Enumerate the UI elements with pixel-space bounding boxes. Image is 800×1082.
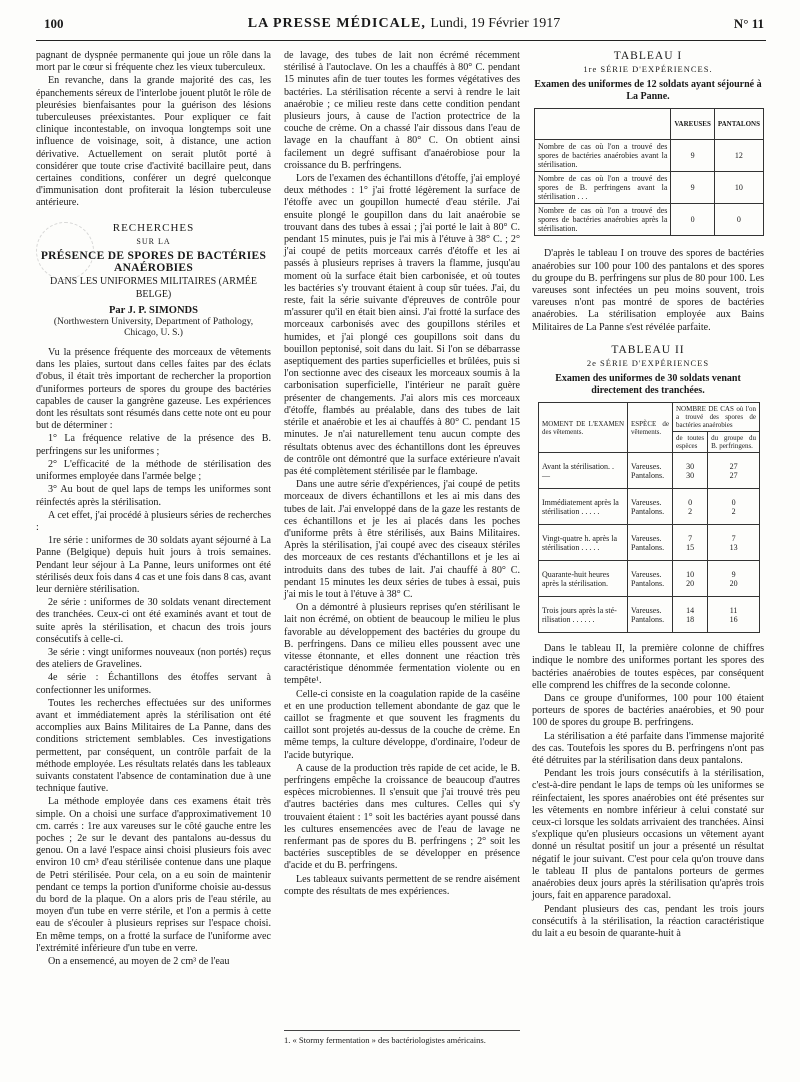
paragraph: de lavage, des tubes de lait non écrémé récemment stérilisé à l'autoclave. On les a chauffés à 80° C. pendant 15 minutes afin de tuer toutes les formes végétatives des bactéries. La stérilisation récente a servi à rendre le lait anaérobie ; ce milieu reste dans cette condition pendant plusieurs jours, à cause de l'action protectrice de la couche de crème. On a chassé l'air dissous dans l'eau de lavage en la chauffant à 80° C. On obtient ainsi facilement un degré suffisant d'anaérobiose pour la croissance du B. perfringens. xyxy=(284,50,520,171)
table-row xyxy=(539,597,760,633)
row-label: Nombre de cas où l'on a trouvé des spores de bactéries anaérobies avant la stérilisation. xyxy=(535,140,671,172)
paragraph: 1° La fréquence relative de la présence des B. perfringens sur les uniformes ; xyxy=(36,433,271,457)
article-title: PRÉSENCE DE SPORES DE BACTÉRIES ANAÉROBIES xyxy=(40,250,267,275)
cell-moment: Vingt-quatre h. après la stérilisation . . . . . xyxy=(539,525,628,561)
cell-pantalons: 12 xyxy=(714,140,763,172)
author-affiliation: (Northwestern University, Department of Pathology, Chicago, U. S.) xyxy=(53,317,254,339)
cell-toutes: 30 30 xyxy=(673,453,708,489)
column-2 xyxy=(284,50,520,898)
journal-name: LA PRESSE MÉDICALE, xyxy=(247,16,426,31)
cell-espece: Vareuses. Pantalons. xyxy=(628,597,673,633)
paragraph: Dans ce groupe d'uniformes, 100 pour 100 étaient porteurs de spores de bactéries anaérobies, et 90 pour 100 de spores du groupe B. perfringens. xyxy=(532,693,764,729)
article-heading xyxy=(36,222,271,339)
cell-vareuses: 9 xyxy=(671,140,714,172)
paragraph: Pendant plusieurs des cas, pendant les trois jours consécutifs à la stérilisation, la réaction caractéristique du lait a eu besoin de quarante-huit à xyxy=(532,903,764,939)
table-header-blank xyxy=(535,109,671,140)
paragraph: On a ensemencé, au moyen de 2 cm³ de l'eau xyxy=(48,956,230,968)
cell-toutes: 14 18 xyxy=(673,597,708,633)
table-2-caption: Examen des uniformes de 30 soldats venant directement des tranchées. xyxy=(555,373,741,396)
paragraph: 2° L'efficacité de la méthode de stérilisation des uniformes employée dans l'armée belge ; xyxy=(36,458,271,483)
cell-groupe: 27 27 xyxy=(708,453,760,489)
paragraph: Lors de l'examen des échantillons d'étoffe, j'ai employé deux méthodes : 1° j'ai frotté légèrement la surface de l'étoffe avec un goupillon humecté d'eau stérile. J'ai ensuite plongé le goupillon dans du lait anaérobie se trouvant dans des tubes à essai ; j'ai porté le lait à 80° C. pendant 15 minutes, puis je l'ai mis à l'étuve à 38° C. ; 2° j'ai coupé de petits morceaux carrés d'étoffe et les ai passés à plusieurs reprises à travers la flamme, jusqu'au moment où la surface était bien carbonisée, et où toutes les bactéries s'y trouvant étaient à coup sûr tuées. J'ai, du reste, fait la série suivante d'épreuves de contrôle pour m'assurer qu'il en était bien ainsi. J'ai frotté la surface des morceaux carbonisés avec des goupillons stériles et humides, et j'ai plongé ces goupillons soit dans du bouillon peptonisé, soit dans du lait. Si l'on se débarrasse aseptiquement des parties superficielles et brûlées, puis si l'on sectionne avec des ciseaux les morceaux soumis à la carbonisation superficielle, l'intérieur ne paraît guère présenter de changements. J'ai alors mis ces morceaux d'étoffe, flambés au préalable, dans des tubes de lait stérile et anaérobie et les ai chauffés à 80° C. pendant 15 minutes. Je n'ai naturellement tenu aucun compte des résultats obtenus avec des échantillons dont les épreuves de contrôle ont démontré que la surface extérieure n'avait pas été complètement stérilisée par le flambage. xyxy=(284,173,520,477)
article-author: Par J. P. SIMONDS xyxy=(109,304,198,316)
article-kicker: RECHERCHES xyxy=(112,221,195,234)
table-row xyxy=(539,525,760,561)
cell-groupe: 0 2 xyxy=(708,489,760,525)
table-2 xyxy=(538,402,760,633)
table-header-row xyxy=(535,109,764,140)
cell-vareuses: 9 xyxy=(671,172,714,204)
cell-groupe: 11 16 xyxy=(708,597,760,633)
paragraph: La méthode employée dans ces examens était très simple. On a choisi une surface d'approximativement 10 cm. carrés : 1re aux vareuses sur le côté gauche entre les poches ; 2e sur le devant des pantalons au-dessus du genou. On a lavé l'espace ainsi choisi plusieurs fois avec environ 10 cm³ d'eau stérilisée contenue dans une plaque de Petri stérilisée. Pour cela, on a eu soin de maintenir pendant ce temps la portion d'uniforme choisie au-dessus du bord de la plaque. On a alors pris de l'eau stérile, au moyen d'un tube en verre stérile, et l'on a permis à cette eau de s'écouler à plusieurs reprises sur l'espace choisi. En même temps, on a frotté la surface de l'uniforme avec l'extrémité inférieure d'un tube en verre. xyxy=(36,796,271,954)
paragraph: 1re série : uniformes de 30 soldats ayant séjourné à La Panne (Belgique) depuis huit jours à trois semaines. Pendant leur séjour à La Panne, leurs uniformes ont été stérilisés deux fois dans 4 cas et une fois dans 8 cas, avant leur dernière stérilisation. xyxy=(36,535,271,595)
table-header-vareuses: VAREUSES xyxy=(671,109,714,140)
table-row xyxy=(535,140,764,172)
cell-vareuses: 0 xyxy=(671,204,714,236)
row-label: Nombre de cas où l'on a trouvé des spores de B. perfringens avant la stérilisation . . . xyxy=(535,172,671,204)
paragraph: Dans le tableau II, la première colonne de chiffres indique le nombre des uniformes portant les spores des bactéries anaérobies de toutes espèces, par conséquent elle comprend les chiffres de la seconde colonne. xyxy=(532,643,764,691)
cell-espece: Vareuses. Pantalons. xyxy=(628,525,673,561)
issue-number: N° 11 xyxy=(733,16,764,31)
table-header-row xyxy=(539,403,760,432)
cell-moment: Trois jours après la sté- rilisation . . . . . . xyxy=(539,597,628,633)
table-1-caption: Examen des uniformes de 12 soldats ayant séjourné à La Panne. xyxy=(534,79,762,102)
cell-pantalons: 0 xyxy=(714,204,763,236)
table-row xyxy=(539,453,760,489)
cell-espece: Vareuses. Pantalons. xyxy=(628,561,673,597)
cell-pantalons: 10 xyxy=(714,172,763,204)
paragraph: A cet effet, j'ai procédé à plusieurs séries de recherches : xyxy=(36,509,271,533)
table-row xyxy=(535,172,764,204)
cell-groupe: 7 13 xyxy=(708,525,760,561)
table-row xyxy=(539,561,760,597)
paragraph: Pendant les trois jours consécutifs à la stérilisation, c'est-à-dire pendant le laps de temps où les uniformes se réinfectaient, les spores anaérobies ont été présentes sur les vêtements en nombre inférieur à celui constaté sur ceux-ci lorsque les soldats arrivaient des tranchées. Ainsi s'explique qu'en plusieurs occasions un vêtement ayant donné un résultat positif un jour a présenté un résultat négatif le jour suivant. C'est pour cela qu'on trouve dans le tableau II plus de pantalons porteurs de germes anaérobies deux jours après la stérilisation qu'après trois jours, fait en apparence paradoxal. xyxy=(532,768,764,902)
row-label: Nombre de cas où l'on a trouvé des spores de bactéries anaérobies après la stérilisation. xyxy=(535,204,671,236)
journal-title xyxy=(44,16,764,32)
paragraph: 2e série : uniformes de 30 soldats venant directement des tranchées. Ceux-ci ont été examinés avant et tout de suite après la stérilisation, et chacun des trois jours consécutifs à celle-ci. xyxy=(36,597,271,645)
paragraph: pagnant de dyspnée permanente qui joue un rôle dans la mort par le cœur si fréquente chez les vieux tuberculeux. xyxy=(36,50,271,74)
paragraph: Les tableaux suivants permettent de se rendre aisément compte des résultats de mes expériences. xyxy=(284,873,520,897)
table-header-espece: ESPÈCE de vêtements. xyxy=(628,403,673,453)
page-number: 100 xyxy=(44,16,64,31)
cell-moment: Avant la stérilisation. . — xyxy=(539,453,628,489)
table-row xyxy=(535,204,764,236)
paragraph: Vu la présence fréquente des morceaux de vêtements dans les plaies, surtout dans celles faites par des éclats d'obus, il était très important de rechercher la proportion d'uniformes porteurs de spores du groupe des bactéries capables de causer la gangrène gazeuse. Les expériences dont les résultats sont résumés dans cette note ont eu pour but de déterminer : xyxy=(36,347,271,432)
cell-moment: Quarante-huit heures après la stérilisation. xyxy=(539,561,628,597)
cell-espece: Vareuses. Pantalons. xyxy=(628,489,673,525)
paragraph: Toutes les recherches effectuées sur des uniformes avant et immédiatement après la stérilisation ont été accomplies aux Bains Militaires de La Panne, dans des conditions strictement semblables. Ces investigations permettent, par conséquent, un contrôle parfait de la méthode employée. Les résultats relatés dans les tableaux suivants constatent l'absence de contamination due à une technique fautive. xyxy=(36,697,271,795)
page-header xyxy=(44,16,764,38)
paragraph: Celle-ci consiste en la coagulation rapide de la caséine et en une production tellement abondante de gaz que le caillot se fragmente et que souvent les fragments du caillot sont projetés au-dessus de la couche de crème. En même temps, la culture développe, d'ordinaire, l'odeur de l'acide butyrique. xyxy=(284,688,520,761)
paragraph: On a démontré à plusieurs reprises qu'en stérilisant le lait non écrémé, on obtient de beaucoup le milieu le plus favorable au développement des bactéries du groupe du B. perfringens. Dans ce milieu elles poussent avec une vitesse étonnante, et elles donnent une réaction très caractéristique dénommée fermentation violente ou en tempête¹. xyxy=(284,602,520,687)
paragraph: 3e série : vingt uniformes nouveaux (non portés) reçus des ateliers de Gravelines. xyxy=(36,646,271,671)
paragraph: Dans une autre série d'expériences, j'ai coupé de petits morceaux de divers échantillons et les ai mis dans des tubes de lait. J'ai enveloppé dans de la gaze les restants de ces échantillons et je les ai placés dans les poches d'uniforme prêts à être stérilisés, aux Bains Militaires. Après la stérilisation, j'ai coupé avec des ciseaux stériles des morceaux de ces restants d'échantillons et je les ai introduits dans des tubes de lait. J'ai chauffé à 80° C. pendant 15 minutes les deux séries de tubes à essai, puis j'ai mis le tout à l'étuve à 38° C. xyxy=(284,479,520,600)
footnote: 1. « Stormy fermentation » des bactériologistes américains. xyxy=(284,1030,520,1045)
table-header-nombre: NOMBRE DE CAS où l'on a trouvé des spores de bactéries anaérobies xyxy=(673,403,760,432)
cell-toutes: 7 15 xyxy=(673,525,708,561)
table-header-toutes: de toutes espèces xyxy=(673,432,708,453)
table-1-title: TABLEAU I xyxy=(613,50,683,62)
table-header-pantalons: PANTALONS xyxy=(714,109,763,140)
article-connector: SUR LA xyxy=(136,236,171,246)
column-3 xyxy=(532,50,764,940)
library-stamp xyxy=(36,222,94,280)
cell-toutes: 0 2 xyxy=(673,489,708,525)
paragraph: A cause de la production très rapide de cet acide, le B. perfringens empêche la croissance de beaucoup d'autres espèces microbiennes. Il s'ensuit que j'ai trouvé très peu d'autres bactéries dans mes cultures. Celles qui s'y trouvaient étaient : 1° soit les bactéries ayant poussé dans les cultures ensemencées avec de l'eau de lavage ne renfermant pas de spores du B. perfringens ; 2° soit les bactéries susceptibles de se développer en présence d'acide et du B. perfringens. xyxy=(284,762,520,872)
table-2-title: TABLEAU II xyxy=(611,343,685,356)
paragraph: 4e série : Échantillons des étoffes servant à confectionner les uniformes. xyxy=(36,672,271,696)
article-subtitle: DANS LES UNIFORMES MILITAIRES (ARMÉE BELGE) xyxy=(50,276,257,300)
table-1 xyxy=(534,108,764,236)
cell-moment: Immédiatement après la stérilisation . . . . . xyxy=(539,489,628,525)
cell-espece: Vareuses. Pantalons. xyxy=(628,453,673,489)
table-header-groupe: du groupe du B. perfringens. xyxy=(708,432,760,453)
cell-groupe: 9 20 xyxy=(708,561,760,597)
paragraph: D'après le tableau I on trouve des spores de bactéries anaérobies sur 100 pour 100 des pantalons et des spores du groupe du B. perfringens sur plus de 80 pour 100. Les vareuses sont infectées un peu moins souvent, trois vareuses n'ont pas montré de spores de bactéries anaérobies. La stérilisation employée aux Bains Militaires de La Panne s'est révélée parfaite. xyxy=(532,248,764,333)
cell-toutes: 10 20 xyxy=(673,561,708,597)
table-header-moment: MOMENT DE L'EXAMEN des vêtements. xyxy=(539,403,628,453)
table-row xyxy=(539,489,760,525)
paragraph: La stérilisation a été parfaite dans l'immense majorité des cas. Toutefois les spores du B. perfringens n'ont pas été détruites par la stérilisation dans deux pantalons. xyxy=(532,730,764,767)
table-1-series: 1re SÉRIE D'EXPÉRIENCES. xyxy=(583,64,713,75)
paragraph: 3° Au bout de quel laps de temps les uniformes sont réinfectés après la stérilisation. xyxy=(36,484,271,508)
table-2-series: 2e SÉRIE D'EXPÉRIENCES xyxy=(586,358,710,369)
paragraph: En revanche, dans la grande majorité des cas, les épanchements séreux de l'interlobe jouent plutôt le rôle de pleurésies bienfaisantes pour la guérison des lésions tuberculeuses préexistantes. Pour expliquer ce fait clinique incontestable, on invoqua longtemps soit une influence de voisinage, soit, à distance, une action dérivative. Actuellement on serait plutôt porté à considérer que toute crise d'activité bacillaire peut, dans certaines conditions, conférer un degré quelconque d'immunisation dont profiterait la lésion tuberculeuse antérieure. xyxy=(36,75,272,209)
header-rule xyxy=(36,40,766,41)
column-1 xyxy=(36,50,271,968)
issue-date: Lundi, 19 Février 1917 xyxy=(430,16,561,31)
